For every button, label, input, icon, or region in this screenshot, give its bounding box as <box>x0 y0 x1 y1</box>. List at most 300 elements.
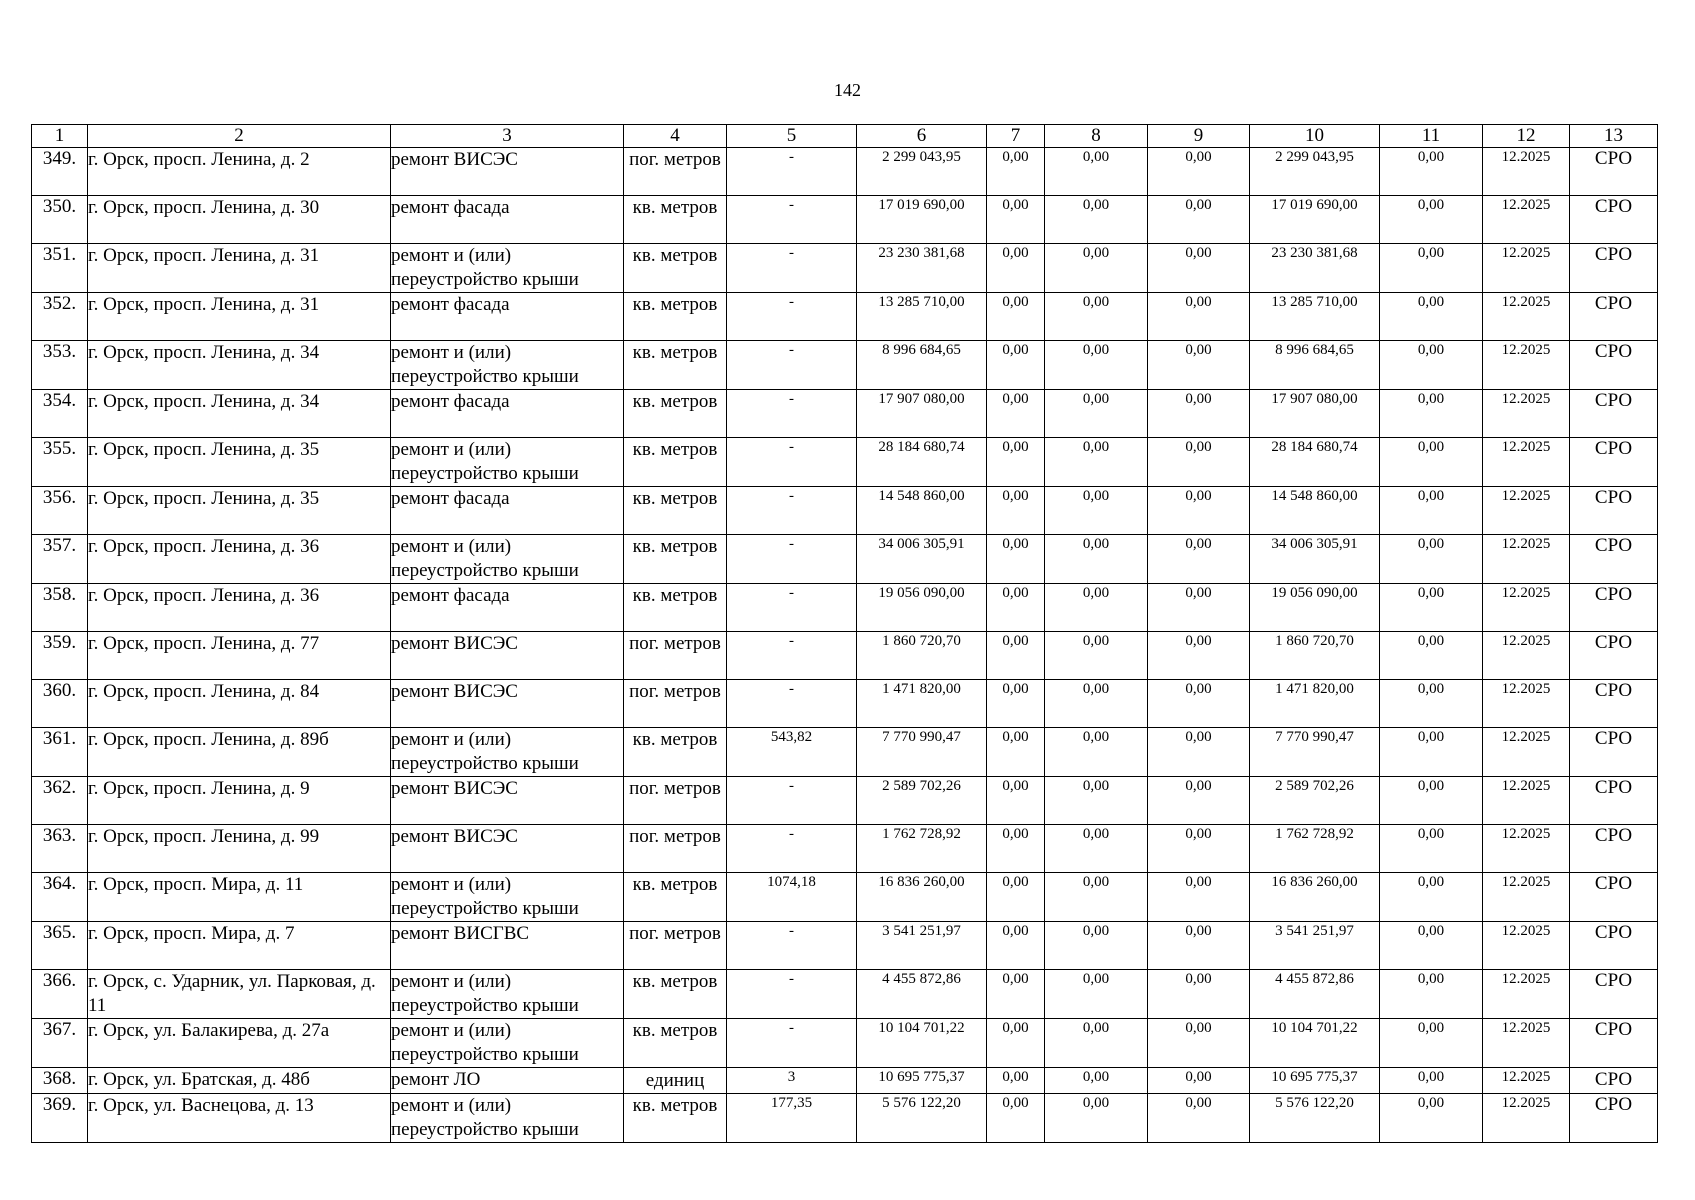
address-cell: г. Орск, просп. Ленина, д. 34 <box>88 390 391 438</box>
row-number: 361. <box>32 728 88 777</box>
col-11-cell: 0,00 <box>1380 438 1483 487</box>
col-10-cell: 1 762 728,92 <box>1250 825 1380 873</box>
col-8-cell: 0,00 <box>1045 438 1148 487</box>
col-8-cell: 0,00 <box>1045 196 1148 244</box>
col-header-6: 6 <box>857 125 987 148</box>
row-number: 357. <box>32 535 88 584</box>
address-cell: г. Орск, ул. Васнецова, д. 13 <box>88 1094 391 1143</box>
completion-date-cell: 12.2025 <box>1483 148 1570 196</box>
row-number: 364. <box>32 873 88 922</box>
row-number: 350. <box>32 196 88 244</box>
col-8-cell: 0,00 <box>1045 825 1148 873</box>
work-type-cell: ремонт фасада <box>391 487 624 535</box>
quantity-cell: - <box>727 535 857 584</box>
quantity-cell: - <box>727 970 857 1019</box>
table-row <box>32 438 1658 487</box>
completion-date-cell: 12.2025 <box>1483 584 1570 632</box>
work-type-cell: ремонт ВИСЭС <box>391 680 624 728</box>
col-8-cell: 0,00 <box>1045 341 1148 390</box>
work-type-cell: ремонт и (или) переустройство крыши <box>391 970 624 1019</box>
work-type-cell: ремонт фасада <box>391 390 624 438</box>
work-type-cell: ремонт фасада <box>391 293 624 341</box>
unit-cell: кв. метров <box>624 584 727 632</box>
col-header-9: 9 <box>1148 125 1250 148</box>
address-cell: г. Орск, с. Ударник, ул. Парковая, д. 11 <box>88 970 391 1019</box>
work-type-cell: ремонт ВИСЭС <box>391 148 624 196</box>
address-cell: г. Орск, просп. Ленина, д. 30 <box>88 196 391 244</box>
unit-cell: кв. метров <box>624 293 727 341</box>
col-7-cell: 0,00 <box>987 970 1045 1019</box>
col-8-cell: 0,00 <box>1045 1019 1148 1068</box>
col-7-cell: 0,00 <box>987 825 1045 873</box>
completion-date-cell: 12.2025 <box>1483 825 1570 873</box>
col-10-cell: 16 836 260,00 <box>1250 873 1380 922</box>
row-number: 360. <box>32 680 88 728</box>
col-7-cell: 0,00 <box>987 1094 1045 1143</box>
completion-date-cell: 12.2025 <box>1483 293 1570 341</box>
table-row <box>32 777 1658 825</box>
col-11-cell: 0,00 <box>1380 728 1483 777</box>
col-10-cell: 3 541 251,97 <box>1250 922 1380 970</box>
work-type-cell: ремонт и (или) переустройство крыши <box>391 244 624 293</box>
col-9-cell: 0,00 <box>1148 680 1250 728</box>
row-number: 355. <box>32 438 88 487</box>
cost-total-cell: 2 589 702,26 <box>857 777 987 825</box>
unit-cell: пог. метров <box>624 777 727 825</box>
unit-cell: пог. метров <box>624 922 727 970</box>
col-7-cell: 0,00 <box>987 680 1045 728</box>
col-10-cell: 8 996 684,65 <box>1250 341 1380 390</box>
cost-total-cell: 17 907 080,00 <box>857 390 987 438</box>
col-10-cell: 10 104 701,22 <box>1250 1019 1380 1068</box>
quantity-cell: - <box>727 680 857 728</box>
quantity-cell: - <box>727 390 857 438</box>
table-row <box>32 632 1658 680</box>
col-7-cell: 0,00 <box>987 535 1045 584</box>
funding-source-cell: СРО <box>1570 535 1658 584</box>
quantity-cell: 3 <box>727 1068 857 1094</box>
row-number: 367. <box>32 1019 88 1068</box>
address-cell: г. Орск, просп. Ленина, д. 31 <box>88 293 391 341</box>
address-cell: г. Орск, ул. Балакирева, д. 27а <box>88 1019 391 1068</box>
row-number: 352. <box>32 293 88 341</box>
funding-source-cell: СРО <box>1570 922 1658 970</box>
cost-total-cell: 2 299 043,95 <box>857 148 987 196</box>
completion-date-cell: 12.2025 <box>1483 1094 1570 1143</box>
completion-date-cell: 12.2025 <box>1483 680 1570 728</box>
row-number: 359. <box>32 632 88 680</box>
col-9-cell: 0,00 <box>1148 632 1250 680</box>
col-header-8: 8 <box>1045 125 1148 148</box>
address-cell: г. Орск, просп. Ленина, д. 99 <box>88 825 391 873</box>
work-type-cell: ремонт и (или) переустройство крыши <box>391 341 624 390</box>
col-10-cell: 1 860 720,70 <box>1250 632 1380 680</box>
funding-source-cell: СРО <box>1570 390 1658 438</box>
funding-source-cell: СРО <box>1570 244 1658 293</box>
unit-cell: кв. метров <box>624 341 727 390</box>
unit-cell: кв. метров <box>624 728 727 777</box>
unit-cell: кв. метров <box>624 1094 727 1143</box>
funding-source-cell: СРО <box>1570 1019 1658 1068</box>
col-8-cell: 0,00 <box>1045 1068 1148 1094</box>
row-number: 351. <box>32 244 88 293</box>
table-header <box>32 125 1658 148</box>
completion-date-cell: 12.2025 <box>1483 390 1570 438</box>
table-row <box>32 728 1658 777</box>
address-cell: г. Орск, просп. Ленина, д. 77 <box>88 632 391 680</box>
funding-source-cell: СРО <box>1570 487 1658 535</box>
work-type-cell: ремонт ВИСЭС <box>391 777 624 825</box>
unit-cell: пог. метров <box>624 680 727 728</box>
col-7-cell: 0,00 <box>987 873 1045 922</box>
col-11-cell: 0,00 <box>1380 970 1483 1019</box>
quantity-cell: - <box>727 293 857 341</box>
col-11-cell: 0,00 <box>1380 244 1483 293</box>
header-row <box>32 125 1658 148</box>
col-10-cell: 13 285 710,00 <box>1250 293 1380 341</box>
cost-total-cell: 3 541 251,97 <box>857 922 987 970</box>
unit-cell: пог. метров <box>624 148 727 196</box>
quantity-cell: - <box>727 1019 857 1068</box>
col-header-5: 5 <box>727 125 857 148</box>
funding-source-cell: СРО <box>1570 196 1658 244</box>
quantity-cell: - <box>727 922 857 970</box>
table-row <box>32 535 1658 584</box>
col-11-cell: 0,00 <box>1380 390 1483 438</box>
col-header-13: 13 <box>1570 125 1658 148</box>
col-11-cell: 0,00 <box>1380 825 1483 873</box>
col-9-cell: 0,00 <box>1148 293 1250 341</box>
table-row <box>32 584 1658 632</box>
unit-cell: кв. метров <box>624 196 727 244</box>
col-header-12: 12 <box>1483 125 1570 148</box>
address-cell: г. Орск, просп. Мира, д. 11 <box>88 873 391 922</box>
funding-source-cell: СРО <box>1570 632 1658 680</box>
cost-total-cell: 10 695 775,37 <box>857 1068 987 1094</box>
col-header-4: 4 <box>624 125 727 148</box>
col-11-cell: 0,00 <box>1380 535 1483 584</box>
table-row <box>32 922 1658 970</box>
col-10-cell: 2 299 043,95 <box>1250 148 1380 196</box>
funding-source-cell: СРО <box>1570 728 1658 777</box>
repair-register-table <box>31 124 1658 1143</box>
col-9-cell: 0,00 <box>1148 487 1250 535</box>
col-11-cell: 0,00 <box>1380 584 1483 632</box>
work-type-cell: ремонт ВИСЭС <box>391 632 624 680</box>
quantity-cell: 543,82 <box>727 728 857 777</box>
cost-total-cell: 28 184 680,74 <box>857 438 987 487</box>
completion-date-cell: 12.2025 <box>1483 341 1570 390</box>
quantity-cell: - <box>727 196 857 244</box>
col-11-cell: 0,00 <box>1380 1068 1483 1094</box>
col-11-cell: 0,00 <box>1380 873 1483 922</box>
quantity-cell: - <box>727 244 857 293</box>
col-9-cell: 0,00 <box>1148 535 1250 584</box>
col-8-cell: 0,00 <box>1045 1094 1148 1143</box>
col-header-10: 10 <box>1250 125 1380 148</box>
address-cell: г. Орск, просп. Ленина, д. 35 <box>88 438 391 487</box>
cost-total-cell: 8 996 684,65 <box>857 341 987 390</box>
col-11-cell: 0,00 <box>1380 148 1483 196</box>
col-10-cell: 1 471 820,00 <box>1250 680 1380 728</box>
completion-date-cell: 12.2025 <box>1483 1068 1570 1094</box>
funding-source-cell: СРО <box>1570 680 1658 728</box>
col-9-cell: 0,00 <box>1148 922 1250 970</box>
funding-source-cell: СРО <box>1570 293 1658 341</box>
work-type-cell: ремонт и (или) переустройство крыши <box>391 873 624 922</box>
work-type-cell: ремонт фасада <box>391 584 624 632</box>
table-row <box>32 244 1658 293</box>
work-type-cell: ремонт фасада <box>391 196 624 244</box>
row-number: 358. <box>32 584 88 632</box>
funding-source-cell: СРО <box>1570 1068 1658 1094</box>
col-9-cell: 0,00 <box>1148 970 1250 1019</box>
completion-date-cell: 12.2025 <box>1483 535 1570 584</box>
quantity-cell: - <box>727 632 857 680</box>
unit-cell: кв. метров <box>624 1019 727 1068</box>
table-row <box>32 970 1658 1019</box>
table-row <box>32 487 1658 535</box>
funding-source-cell: СРО <box>1570 438 1658 487</box>
row-number: 363. <box>32 825 88 873</box>
completion-date-cell: 12.2025 <box>1483 438 1570 487</box>
col-9-cell: 0,00 <box>1148 728 1250 777</box>
completion-date-cell: 12.2025 <box>1483 1019 1570 1068</box>
work-type-cell: ремонт ВИСГВС <box>391 922 624 970</box>
col-8-cell: 0,00 <box>1045 970 1148 1019</box>
col-8-cell: 0,00 <box>1045 390 1148 438</box>
col-8-cell: 0,00 <box>1045 535 1148 584</box>
work-type-cell: ремонт и (или) переустройство крыши <box>391 1094 624 1143</box>
cost-total-cell: 1 762 728,92 <box>857 825 987 873</box>
work-type-cell: ремонт ВИСЭС <box>391 825 624 873</box>
col-11-cell: 0,00 <box>1380 1094 1483 1143</box>
col-11-cell: 0,00 <box>1380 341 1483 390</box>
col-10-cell: 2 589 702,26 <box>1250 777 1380 825</box>
funding-source-cell: СРО <box>1570 825 1658 873</box>
address-cell: г. Орск, просп. Ленина, д. 89б <box>88 728 391 777</box>
col-9-cell: 0,00 <box>1148 196 1250 244</box>
unit-cell: кв. метров <box>624 970 727 1019</box>
unit-cell: пог. метров <box>624 632 727 680</box>
col-7-cell: 0,00 <box>987 1019 1045 1068</box>
row-number: 366. <box>32 970 88 1019</box>
quantity-cell: - <box>727 777 857 825</box>
address-cell: г. Орск, просп. Ленина, д. 2 <box>88 148 391 196</box>
quantity-cell: 177,35 <box>727 1094 857 1143</box>
cost-total-cell: 19 056 090,00 <box>857 584 987 632</box>
col-10-cell: 34 006 305,91 <box>1250 535 1380 584</box>
col-9-cell: 0,00 <box>1148 584 1250 632</box>
col-9-cell: 0,00 <box>1148 1019 1250 1068</box>
address-cell: г. Орск, ул. Братская, д. 48б <box>88 1068 391 1094</box>
col-7-cell: 0,00 <box>987 390 1045 438</box>
unit-cell: кв. метров <box>624 873 727 922</box>
col-7-cell: 0,00 <box>987 244 1045 293</box>
address-cell: г. Орск, просп. Ленина, д. 36 <box>88 535 391 584</box>
col-10-cell: 23 230 381,68 <box>1250 244 1380 293</box>
col-header-7: 7 <box>987 125 1045 148</box>
col-8-cell: 0,00 <box>1045 777 1148 825</box>
row-number: 362. <box>32 777 88 825</box>
col-11-cell: 0,00 <box>1380 487 1483 535</box>
unit-cell: кв. метров <box>624 390 727 438</box>
col-10-cell: 17 907 080,00 <box>1250 390 1380 438</box>
completion-date-cell: 12.2025 <box>1483 728 1570 777</box>
cost-total-cell: 16 836 260,00 <box>857 873 987 922</box>
table-row <box>32 148 1658 196</box>
col-8-cell: 0,00 <box>1045 922 1148 970</box>
col-11-cell: 0,00 <box>1380 293 1483 341</box>
table-row <box>32 1094 1658 1143</box>
row-number: 365. <box>32 922 88 970</box>
col-11-cell: 0,00 <box>1380 196 1483 244</box>
col-8-cell: 0,00 <box>1045 873 1148 922</box>
completion-date-cell: 12.2025 <box>1483 777 1570 825</box>
col-header-11: 11 <box>1380 125 1483 148</box>
cost-total-cell: 23 230 381,68 <box>857 244 987 293</box>
col-8-cell: 0,00 <box>1045 728 1148 777</box>
col-10-cell: 14 548 860,00 <box>1250 487 1380 535</box>
table-body <box>32 148 1658 1143</box>
col-7-cell: 0,00 <box>987 632 1045 680</box>
work-type-cell: ремонт и (или) переустройство крыши <box>391 728 624 777</box>
quantity-cell: - <box>727 825 857 873</box>
completion-date-cell: 12.2025 <box>1483 244 1570 293</box>
col-9-cell: 0,00 <box>1148 438 1250 487</box>
col-9-cell: 0,00 <box>1148 244 1250 293</box>
col-8-cell: 0,00 <box>1045 680 1148 728</box>
cost-total-cell: 5 576 122,20 <box>857 1094 987 1143</box>
col-11-cell: 0,00 <box>1380 1019 1483 1068</box>
work-type-cell: ремонт и (или) переустройство крыши <box>391 1019 624 1068</box>
col-8-cell: 0,00 <box>1045 293 1148 341</box>
col-header-3: 3 <box>391 125 624 148</box>
col-11-cell: 0,00 <box>1380 777 1483 825</box>
col-7-cell: 0,00 <box>987 584 1045 632</box>
cost-total-cell: 10 104 701,22 <box>857 1019 987 1068</box>
cost-total-cell: 13 285 710,00 <box>857 293 987 341</box>
completion-date-cell: 12.2025 <box>1483 970 1570 1019</box>
col-10-cell: 4 455 872,86 <box>1250 970 1380 1019</box>
quantity-cell: - <box>727 487 857 535</box>
funding-source-cell: СРО <box>1570 777 1658 825</box>
completion-date-cell: 12.2025 <box>1483 487 1570 535</box>
work-type-cell: ремонт и (или) переустройство крыши <box>391 438 624 487</box>
address-cell: г. Орск, просп. Ленина, д. 9 <box>88 777 391 825</box>
work-type-cell: ремонт ЛО <box>391 1068 624 1094</box>
funding-source-cell: СРО <box>1570 873 1658 922</box>
col-9-cell: 0,00 <box>1148 1068 1250 1094</box>
row-number: 353. <box>32 341 88 390</box>
address-cell: г. Орск, просп. Ленина, д. 34 <box>88 341 391 390</box>
quantity-cell: - <box>727 584 857 632</box>
funding-source-cell: СРО <box>1570 341 1658 390</box>
cost-total-cell: 1 471 820,00 <box>857 680 987 728</box>
col-7-cell: 0,00 <box>987 196 1045 244</box>
col-8-cell: 0,00 <box>1045 244 1148 293</box>
funding-source-cell: СРО <box>1570 148 1658 196</box>
col-9-cell: 0,00 <box>1148 148 1250 196</box>
cost-total-cell: 1 860 720,70 <box>857 632 987 680</box>
col-8-cell: 0,00 <box>1045 487 1148 535</box>
quantity-cell: - <box>727 148 857 196</box>
cost-total-cell: 7 770 990,47 <box>857 728 987 777</box>
work-type-cell: ремонт и (или) переустройство крыши <box>391 535 624 584</box>
table-row <box>32 1068 1658 1094</box>
address-cell: г. Орск, просп. Мира, д. 7 <box>88 922 391 970</box>
unit-cell: кв. метров <box>624 244 727 293</box>
cost-total-cell: 4 455 872,86 <box>857 970 987 1019</box>
completion-date-cell: 12.2025 <box>1483 632 1570 680</box>
cost-total-cell: 17 019 690,00 <box>857 196 987 244</box>
col-10-cell: 17 019 690,00 <box>1250 196 1380 244</box>
col-9-cell: 0,00 <box>1148 341 1250 390</box>
unit-cell: кв. метров <box>624 438 727 487</box>
table-row <box>32 873 1658 922</box>
completion-date-cell: 12.2025 <box>1483 922 1570 970</box>
col-7-cell: 0,00 <box>987 777 1045 825</box>
completion-date-cell: 12.2025 <box>1483 873 1570 922</box>
page-number: 142 <box>834 80 861 100</box>
table-row <box>32 680 1658 728</box>
unit-cell: пог. метров <box>624 825 727 873</box>
col-8-cell: 0,00 <box>1045 632 1148 680</box>
row-number: 369. <box>32 1094 88 1143</box>
col-7-cell: 0,00 <box>987 148 1045 196</box>
col-7-cell: 0,00 <box>987 341 1045 390</box>
col-9-cell: 0,00 <box>1148 873 1250 922</box>
col-7-cell: 0,00 <box>987 922 1045 970</box>
unit-cell: единиц <box>624 1068 727 1094</box>
col-7-cell: 0,00 <box>987 293 1045 341</box>
row-number: 354. <box>32 390 88 438</box>
completion-date-cell: 12.2025 <box>1483 196 1570 244</box>
funding-source-cell: СРО <box>1570 970 1658 1019</box>
table-row <box>32 341 1658 390</box>
table-row <box>32 196 1658 244</box>
address-cell: г. Орск, просп. Ленина, д. 36 <box>88 584 391 632</box>
quantity-cell: 1074,18 <box>727 873 857 922</box>
quantity-cell: - <box>727 438 857 487</box>
col-7-cell: 0,00 <box>987 1068 1045 1094</box>
quantity-cell: - <box>727 341 857 390</box>
col-9-cell: 0,00 <box>1148 825 1250 873</box>
unit-cell: кв. метров <box>624 535 727 584</box>
row-number: 368. <box>32 1068 88 1094</box>
col-8-cell: 0,00 <box>1045 148 1148 196</box>
col-7-cell: 0,00 <box>987 728 1045 777</box>
col-11-cell: 0,00 <box>1380 632 1483 680</box>
col-9-cell: 0,00 <box>1148 390 1250 438</box>
cost-total-cell: 34 006 305,91 <box>857 535 987 584</box>
table-row <box>32 1019 1658 1068</box>
col-10-cell: 28 184 680,74 <box>1250 438 1380 487</box>
funding-source-cell: СРО <box>1570 1094 1658 1143</box>
col-header-2: 2 <box>88 125 391 148</box>
address-cell: г. Орск, просп. Ленина, д. 84 <box>88 680 391 728</box>
col-7-cell: 0,00 <box>987 487 1045 535</box>
col-8-cell: 0,00 <box>1045 584 1148 632</box>
funding-source-cell: СРО <box>1570 584 1658 632</box>
row-number: 356. <box>32 487 88 535</box>
col-9-cell: 0,00 <box>1148 1094 1250 1143</box>
unit-cell: кв. метров <box>624 487 727 535</box>
col-10-cell: 7 770 990,47 <box>1250 728 1380 777</box>
col-11-cell: 0,00 <box>1380 680 1483 728</box>
row-number: 349. <box>32 148 88 196</box>
col-10-cell: 10 695 775,37 <box>1250 1068 1380 1094</box>
